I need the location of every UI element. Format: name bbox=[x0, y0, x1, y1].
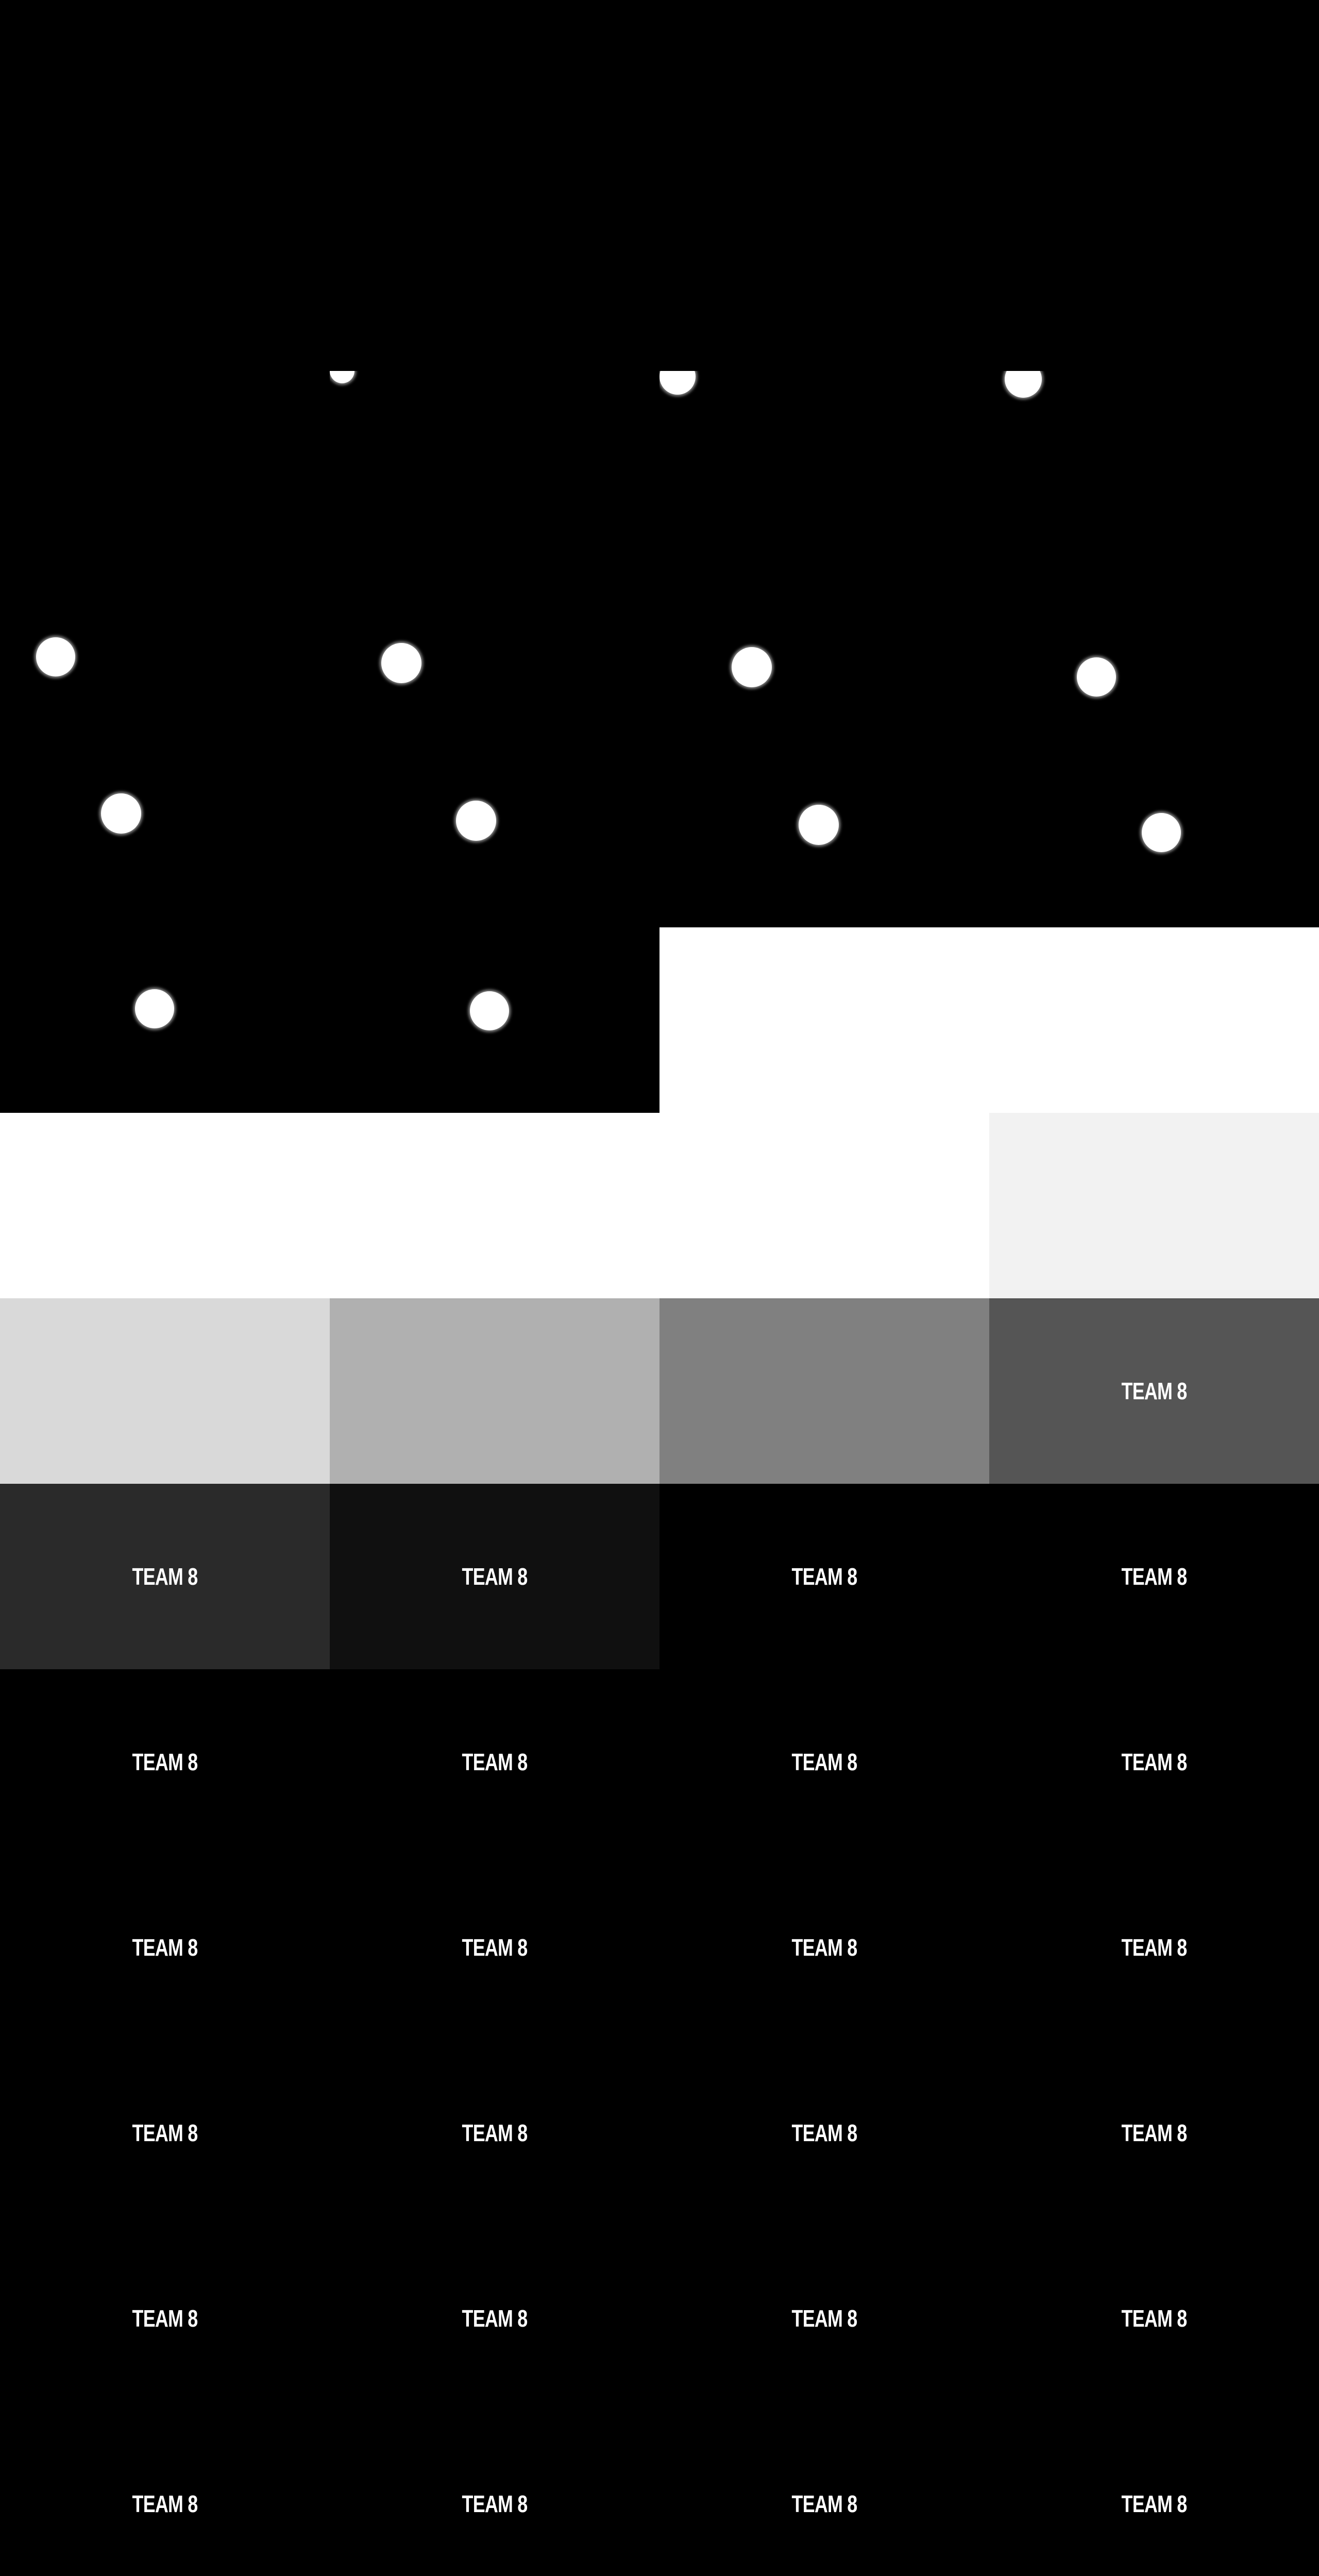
title-text: TEAM 8 bbox=[1121, 2490, 1187, 2517]
ball-shape bbox=[381, 643, 421, 683]
title-text: TEAM 8 bbox=[132, 2305, 198, 2332]
frame-46 bbox=[330, 2040, 660, 2226]
frame-53 bbox=[0, 2411, 330, 2576]
ball-shape bbox=[732, 647, 772, 687]
frame-27 bbox=[660, 1113, 989, 1298]
title-text: TEAM 8 bbox=[791, 1934, 857, 1961]
frame-10 bbox=[330, 371, 660, 556]
frame-44 bbox=[989, 1855, 1319, 2040]
frame-25 bbox=[0, 1113, 330, 1298]
title-text: TEAM 8 bbox=[462, 2305, 528, 2332]
frame-3 bbox=[660, 0, 989, 185]
frame-12 bbox=[989, 371, 1319, 556]
frame-54 bbox=[330, 2411, 660, 2576]
ball-shape bbox=[660, 371, 696, 395]
frame-19 bbox=[660, 742, 989, 927]
title-text: TEAM 8 bbox=[1121, 1563, 1187, 1590]
frame-39 bbox=[660, 1669, 989, 1855]
frame-35 bbox=[660, 1484, 989, 1669]
title-text: TEAM 8 bbox=[462, 1934, 528, 1961]
frame-45 bbox=[0, 2040, 330, 2226]
title-text: TEAM 8 bbox=[791, 2490, 857, 2517]
frame-49 bbox=[0, 2226, 330, 2411]
frame-22 bbox=[330, 927, 660, 1113]
title-text: TEAM 8 bbox=[132, 2490, 198, 2517]
frame-26 bbox=[330, 1113, 660, 1298]
frame-6 bbox=[330, 185, 660, 371]
ball-shape bbox=[470, 991, 509, 1030]
title-text: TEAM 8 bbox=[132, 2120, 198, 2146]
frame-2 bbox=[330, 0, 660, 185]
title-text: TEAM 8 bbox=[132, 1749, 198, 1775]
ball-shape bbox=[36, 637, 75, 676]
frame-37 bbox=[0, 1669, 330, 1855]
ball-shape bbox=[1005, 371, 1042, 398]
frame-32 bbox=[989, 1298, 1319, 1484]
frame-56 bbox=[989, 2411, 1319, 2576]
frame-33 bbox=[0, 1484, 330, 1669]
frame-30 bbox=[330, 1298, 660, 1484]
frame-38 bbox=[330, 1669, 660, 1855]
frame-11 bbox=[660, 371, 989, 556]
frame-24 bbox=[989, 927, 1319, 1113]
title-text: TEAM 8 bbox=[791, 1563, 857, 1590]
title-text: TEAM 8 bbox=[462, 2120, 528, 2146]
frame-20 bbox=[989, 742, 1319, 927]
ball-shape bbox=[456, 801, 496, 841]
title-text: TEAM 8 bbox=[791, 2305, 857, 2332]
frame-21 bbox=[0, 927, 330, 1113]
frame-9 bbox=[0, 371, 330, 556]
frame-15 bbox=[660, 556, 989, 742]
frame-17 bbox=[0, 742, 330, 927]
title-text: TEAM 8 bbox=[1121, 1378, 1187, 1404]
ball-shape bbox=[135, 989, 174, 1028]
title-text: TEAM 8 bbox=[132, 1934, 198, 1961]
frame-50 bbox=[330, 2226, 660, 2411]
title-text: TEAM 8 bbox=[791, 1749, 857, 1775]
frame-48 bbox=[989, 2040, 1319, 2226]
title-text: TEAM 8 bbox=[1121, 1749, 1187, 1775]
frame-29 bbox=[0, 1298, 330, 1484]
title-text: TEAM 8 bbox=[462, 1563, 528, 1590]
title-text: TEAM 8 bbox=[1121, 2120, 1187, 2146]
frame-16 bbox=[989, 556, 1319, 742]
title-text: TEAM 8 bbox=[462, 2490, 528, 2517]
frame-23 bbox=[660, 927, 989, 1113]
title-text: TEAM 8 bbox=[132, 1563, 198, 1590]
ball-shape bbox=[1142, 813, 1181, 852]
frame-36 bbox=[989, 1484, 1319, 1669]
frame-4 bbox=[989, 0, 1319, 185]
ball-shape bbox=[1077, 657, 1116, 697]
title-text: TEAM 8 bbox=[1121, 1934, 1187, 1961]
frame-42 bbox=[330, 1855, 660, 2040]
frame-47 bbox=[660, 2040, 989, 2226]
frame-1 bbox=[0, 0, 330, 185]
frame-7 bbox=[660, 185, 989, 371]
frame-13 bbox=[0, 556, 330, 742]
frame-55 bbox=[660, 2411, 989, 2576]
frame-51 bbox=[660, 2226, 989, 2411]
frame-28 bbox=[989, 1113, 1319, 1298]
frame-41 bbox=[0, 1855, 330, 2040]
title-text: TEAM 8 bbox=[791, 2120, 857, 2146]
frame-18 bbox=[330, 742, 660, 927]
frame-14 bbox=[330, 556, 660, 742]
frame-43 bbox=[660, 1855, 989, 2040]
frame-40 bbox=[989, 1669, 1319, 1855]
frame-5 bbox=[0, 185, 330, 371]
title-text: TEAM 8 bbox=[462, 1749, 528, 1775]
ball-shape bbox=[101, 793, 141, 834]
ball-shape bbox=[799, 805, 839, 845]
frame-8 bbox=[989, 185, 1319, 371]
frame-31 bbox=[660, 1298, 989, 1484]
frame-52 bbox=[989, 2226, 1319, 2411]
title-text: TEAM 8 bbox=[1121, 2305, 1187, 2332]
frame-34 bbox=[330, 1484, 660, 1669]
ball-shape bbox=[330, 371, 354, 383]
